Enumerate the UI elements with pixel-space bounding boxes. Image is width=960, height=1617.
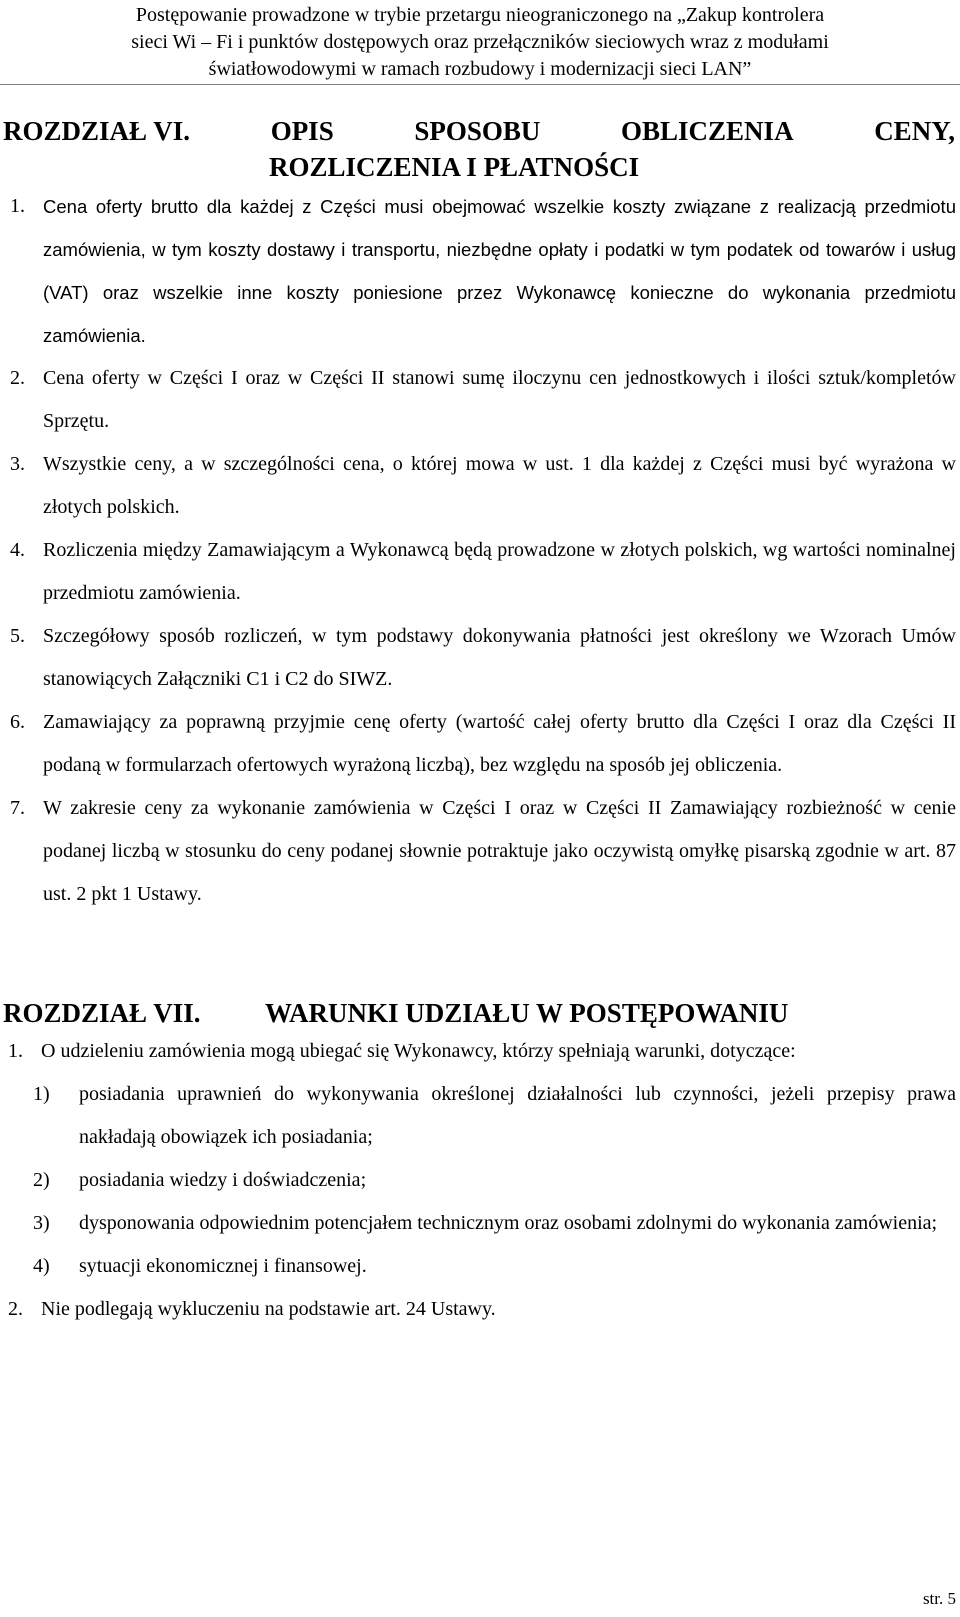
heading-word: OBLICZENIA xyxy=(621,116,794,146)
list-item xyxy=(0,529,960,615)
item-number: 3) xyxy=(33,1212,50,1234)
heading-word: ROZDZIAŁ VI. xyxy=(3,116,191,146)
item-number: 2. xyxy=(10,367,25,389)
item-number: 2. xyxy=(8,1298,23,1320)
item-number: 5. xyxy=(10,625,25,647)
heading-word: CENY, xyxy=(874,116,955,146)
document-header xyxy=(0,0,960,84)
page-number: str. 5 xyxy=(922,1589,956,1608)
item-text: Rozliczenia między Zamawiającym a Wykonawcą będą prowadzone w złotych polskich, wg wartości nominalnej przedmiotu zamówienia. xyxy=(43,539,956,604)
heading-line-2: ROZLICZENIA I PŁATNOŚCI xyxy=(269,152,640,182)
list-item xyxy=(0,615,960,701)
sub-list-item xyxy=(0,1202,960,1245)
item-number: 1) xyxy=(33,1083,50,1105)
sub-list xyxy=(0,1073,960,1288)
list-item xyxy=(0,701,960,787)
item-number: 2) xyxy=(33,1169,50,1191)
chapter-7-heading xyxy=(3,995,955,1031)
chapter-6-heading xyxy=(3,113,955,185)
item-text: Zamawiający za poprawną przyjmie cenę oferty (wartość całej oferty brutto dla Części I oraz dla Części II podaną w formularzach ofertowych wyrażoną liczbą), bez względu na sposób jej obliczenia. xyxy=(43,711,956,776)
item-text: Szczegółowy sposób rozliczeń, w tym podstawy dokonywania płatności jest określony we Wzorach Umów stanowiących Załączniki C1 i C2 do SIWZ. xyxy=(43,625,956,690)
header-divider xyxy=(0,84,960,85)
sub-list-item xyxy=(0,1159,960,1202)
item-text: dysponowania odpowiednim potencjałem technicznym oraz osobami zdolnymi do wykonania zamówienia; xyxy=(79,1212,938,1234)
header-line: światłowodowymi w ramach rozbudowy i modernizacji sieci LAN” xyxy=(208,58,752,80)
sub-list-item xyxy=(0,1073,960,1159)
chapter-title: WARUNKI UDZIAŁU W POSTĘPOWANIU xyxy=(265,998,789,1028)
item-text: Cena oferty brutto dla każdej z Części musi obejmować wszelkie koszty związane z realizacją przedmiotu zamówienia, w tym koszty dostawy i transportu, niezbędne opłaty i podatki w tym podatek od towarów i usług (VAT) oraz wszelkie inne koszty poniesione przez Wykonawcę konieczne do wykonania przedmiotu zamówienia. xyxy=(43,196,956,346)
header-line: Postępowanie prowadzone w trybie przetargu nieograniczonego na „Zakup kontrolera xyxy=(135,4,825,26)
item-number: 4) xyxy=(33,1255,50,1277)
chapter-6-list xyxy=(0,185,960,916)
item-number: 6. xyxy=(10,711,25,733)
chapter-7-list xyxy=(0,1030,960,1331)
item-number: 4. xyxy=(10,539,25,561)
list-item xyxy=(0,357,960,443)
list-item xyxy=(0,787,960,916)
list-item xyxy=(0,1288,960,1331)
item-text: Nie podlegają wykluczeniu na podstawie art. 24 Ustawy. xyxy=(41,1298,496,1320)
item-text: W zakresie ceny za wykonanie zamówienia w Części I oraz w Części II Zamawiający rozbieżność w cenie podanej liczbą w stosunku do ceny podanej słownie potraktuje jako oczywistą omyłkę pisarską zgodnie w art. 87 ust. 2 pkt 1 Ustawy. xyxy=(43,797,956,905)
item-text: posiadania wiedzy i doświadczenia; xyxy=(79,1169,367,1191)
list-item xyxy=(0,1030,960,1073)
header-line: sieci Wi – Fi i punktów dostępowych oraz przełączników sieciowych wraz z modułami xyxy=(131,31,829,53)
item-text: Wszystkie ceny, a w szczególności cena, o której mowa w ust. 1 dla każdej z Części musi być wyrażona w złotych polskich. xyxy=(43,453,956,518)
item-number: 7. xyxy=(10,797,25,819)
item-text: sytuacji ekonomicznej i finansowej. xyxy=(79,1255,367,1277)
item-text: posiadania uprawnień do wykonywania określonej działalności lub czynności, jeżeli przepisy prawa nakładają obowiązek ich posiadania; xyxy=(79,1083,956,1148)
item-number: 1. xyxy=(10,195,25,217)
item-number: 3. xyxy=(10,453,25,475)
heading-word: OPIS xyxy=(270,116,334,146)
item-text: Cena oferty w Części I oraz w Części II stanowi sumę iloczynu cen jednostkowych i ilości sztuk/kompletów Sprzętu. xyxy=(43,367,956,432)
heading-word: SPOSOBU xyxy=(414,116,541,146)
sub-list-item xyxy=(0,1245,960,1288)
list-item xyxy=(0,185,960,357)
list-item xyxy=(0,443,960,529)
item-number: 1. xyxy=(8,1040,23,1062)
item-text: O udzieleniu zamówienia mogą ubiegać się Wykonawcy, którzy spełniają warunki, dotyczące: xyxy=(41,1040,796,1062)
chapter-label: ROZDZIAŁ VII. xyxy=(3,998,201,1028)
